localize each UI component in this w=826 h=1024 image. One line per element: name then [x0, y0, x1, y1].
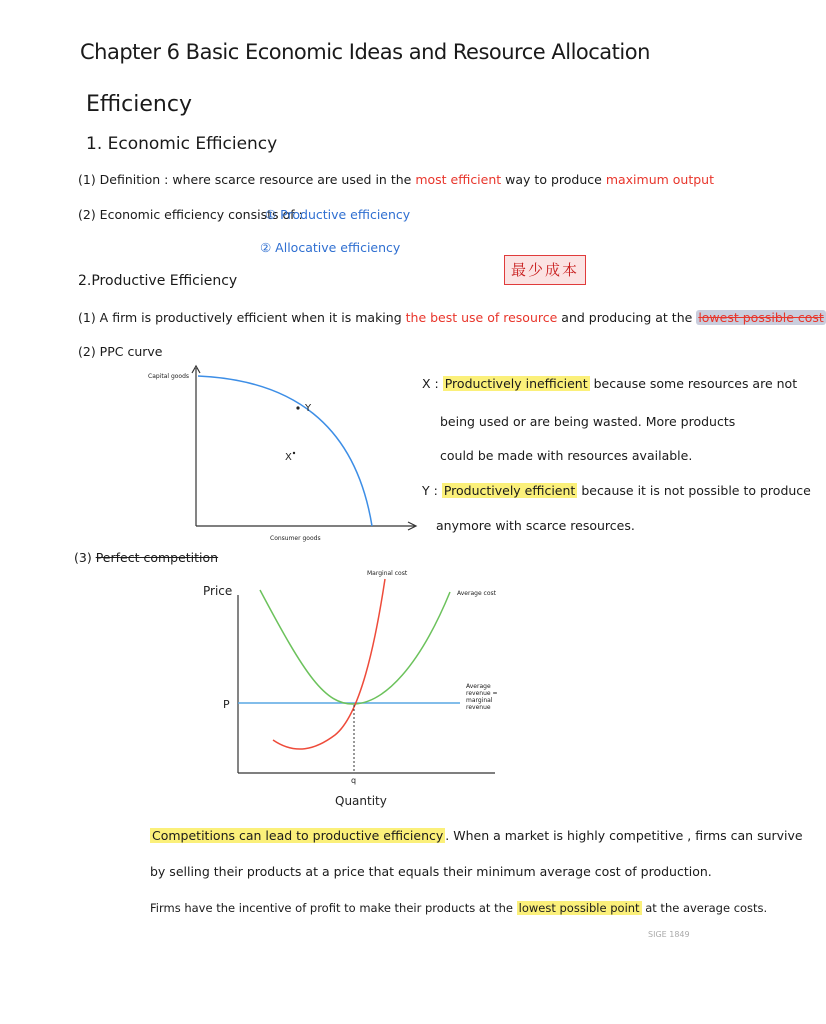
conclusion-line1	[150, 828, 803, 843]
price-axis-label: Price	[203, 584, 233, 598]
productive-red-b: lowest possible cost	[698, 310, 824, 325]
section-heading: Efficiency	[86, 92, 192, 117]
consists-item-productive: ① Productive efficiency	[265, 207, 411, 222]
conclusion-text1: . When a market is highly competitive , firms can survive	[445, 828, 803, 843]
conclusion-line3	[150, 901, 767, 915]
conclusion-line2: by selling their products at a price that equals their minimum average cost of production.	[150, 864, 712, 879]
signature: SIGE 1849	[648, 930, 690, 939]
point-x-label: X	[285, 452, 292, 463]
note-x-text1: because some resources are not	[593, 376, 798, 391]
mc-label: Marginal cost	[367, 570, 408, 577]
ppc-x-axis-label: Consumer goods	[270, 535, 321, 542]
page-title: Chapter 6 Basic Economic Ideas and Resource Allocation	[80, 40, 650, 64]
ppc-y-axis-label: Capital goods	[148, 373, 190, 380]
note-y-line1	[422, 483, 811, 498]
productive-line	[78, 310, 826, 325]
subsection-heading-productive-efficiency: 2.Productive Efficiency	[78, 273, 238, 289]
productive-text-a: (1) A firm is productively efficient when it is making	[78, 310, 402, 325]
ppc-diagram	[140, 362, 430, 542]
subsection-heading-economic-efficiency: 1. Economic Efficiency	[86, 134, 278, 154]
conclusion-highlight2: lowest possible point	[518, 901, 640, 915]
definition-line	[78, 172, 714, 187]
note-x-prefix: X :	[422, 376, 439, 391]
ac-label: Average cost	[457, 590, 496, 597]
consists-item-allocative: ② Allocative efficiency	[260, 240, 401, 255]
conclusion-text3a: Firms have the incentive of profit to make their products at the	[150, 901, 513, 915]
definition-label: (1) Definition :	[78, 172, 169, 187]
productive-text-b: and producing at the	[561, 310, 693, 325]
note-x-line2: being used or are being wasted. More products	[440, 414, 736, 429]
perfect-competition-label	[74, 550, 218, 565]
perfect-competition-num: (3)	[74, 550, 92, 565]
note-y-highlight: Productively efficient	[443, 483, 576, 498]
stamp-minimum-cost: 最少成本	[504, 255, 586, 285]
consists-label: (2) Economic efficiency consists of :	[78, 207, 303, 222]
note-y-line2: anymore with scarce resources.	[436, 518, 635, 533]
note-y-prefix: Y :	[422, 483, 438, 498]
conclusion-highlight1: Competitions can lead to productive efficiency	[152, 828, 444, 843]
note-x-line1	[422, 376, 797, 391]
conclusion-text3b: at the average costs.	[645, 901, 768, 915]
definition-red-a: most efficient	[415, 172, 502, 187]
definition-text-a: where scarce resource are used in the	[172, 172, 412, 187]
q-label: q	[351, 776, 357, 785]
point-x-dot	[293, 452, 295, 454]
marginal-cost-curve	[273, 579, 385, 749]
point-y-label: Y	[305, 403, 312, 414]
note-x-line3: could be made with resources available.	[440, 448, 693, 463]
note-x-highlight: Productively inefficient	[444, 376, 588, 391]
p-label: P	[223, 698, 230, 711]
point-y-dot	[296, 406, 299, 409]
ar-label: Average revenue = marginal revenue	[466, 683, 498, 711]
ppc-curve	[198, 376, 372, 526]
note-y-text1: because it is not possible to produce	[581, 483, 811, 498]
perfect-competition-text: Perfect competition	[95, 550, 219, 565]
productive-red-a: the best use of resource	[405, 310, 558, 325]
ppc-label: (2) PPC curve	[78, 344, 163, 359]
definition-red-b: maximum output	[605, 172, 714, 187]
quantity-axis-label: Quantity	[335, 794, 387, 808]
definition-text-b: way to produce	[505, 172, 602, 187]
average-cost-curve	[260, 590, 450, 704]
